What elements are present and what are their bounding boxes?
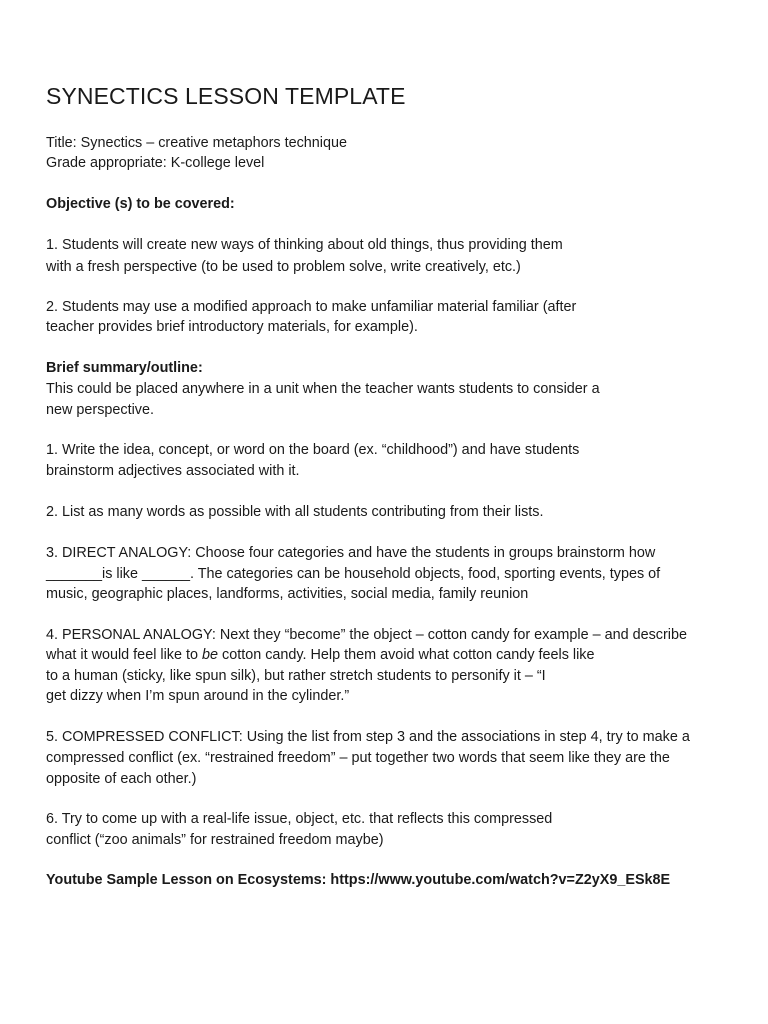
lesson-title-line: Title: Synectics – creative metaphors technique [46, 135, 348, 151]
step-4-emphasis: be [201, 647, 218, 663]
step-5-line-3: opposite of each other.) [46, 771, 197, 787]
step-2-line-1: 2. List as many words as possible with all students contributing from their lists. [46, 504, 544, 520]
document-title: SYNECTICS LESSON TEMPLATE [46, 83, 406, 109]
step-3-line-1: 3. DIRECT ANALOGY: Choose four categories and have the students in groups brainstorm how [46, 545, 656, 561]
step-4-line-2-post: cotton candy. Help them avoid what cotton candy feels like [218, 647, 595, 663]
step-3-line-2: _______is like ______. The categories can be household objects, food, sporting events, types of [46, 566, 661, 582]
step-4-line-3: to a human (sticky, like spun silk), but rather stretch students to personify it – “I [46, 668, 546, 684]
step-4-line-2-pre: what it would feel like to [46, 647, 202, 663]
step-6-line-1: 6. Try to come up with a real-life issue, object, etc. that reflects this compressed [46, 811, 553, 827]
step-3-line-3: music, geographic places, landforms, activities, social media, family reunion [46, 586, 529, 602]
summary-heading: Brief summary/outline: [46, 360, 203, 376]
grade-line: Grade appropriate: K-college level [46, 155, 265, 171]
objective-1-line-2: with a fresh perspective (to be used to problem solve, write creatively, etc.) [46, 259, 521, 275]
step-5-line-2: compressed conflict (ex. “restrained freedom” – put together two words that seem like they are the [46, 750, 670, 766]
step-1-line-2: brainstorm adjectives associated with it. [46, 463, 300, 479]
youtube-label: Youtube Sample Lesson on Ecosystems: [46, 872, 331, 888]
step-4-line-4: get dizzy when I’m spun around in the cylinder.” [46, 688, 350, 704]
step-6-line-2: conflict (“zoo animals” for restrained freedom maybe) [46, 832, 384, 848]
step-1-line-1: 1. Write the idea, concept, or word on the board (ex. “childhood”) and have students [46, 442, 580, 458]
youtube-link[interactable]: https://www.youtube.com/watch?v=Z2yX9_ESk8E [330, 872, 671, 888]
summary-line-1: This could be placed anywhere in a unit when the teacher wants students to consider a [46, 381, 600, 397]
objectives-heading: Objective (s) to be covered: [46, 196, 235, 212]
objective-1-line-1: 1. Students will create new ways of thinking about old things, thus providing them [46, 237, 563, 253]
step-5-line-1: 5. COMPRESSED CONFLICT: Using the list from step 3 and the associations in step 4, try to make a [46, 729, 690, 745]
summary-line-2: new perspective. [46, 402, 154, 418]
step-4-line-2 [46, 646, 595, 664]
youtube-line [46, 871, 670, 889]
objective-2-line-2: teacher provides brief introductory materials, for example). [46, 319, 418, 335]
step-4-line-1: 4. PERSONAL ANALOGY: Next they “become” the object – cotton candy for example – and describe [46, 627, 687, 643]
objective-2-line-1: 2. Students may use a modified approach to make unfamiliar material familiar (after [46, 299, 577, 315]
